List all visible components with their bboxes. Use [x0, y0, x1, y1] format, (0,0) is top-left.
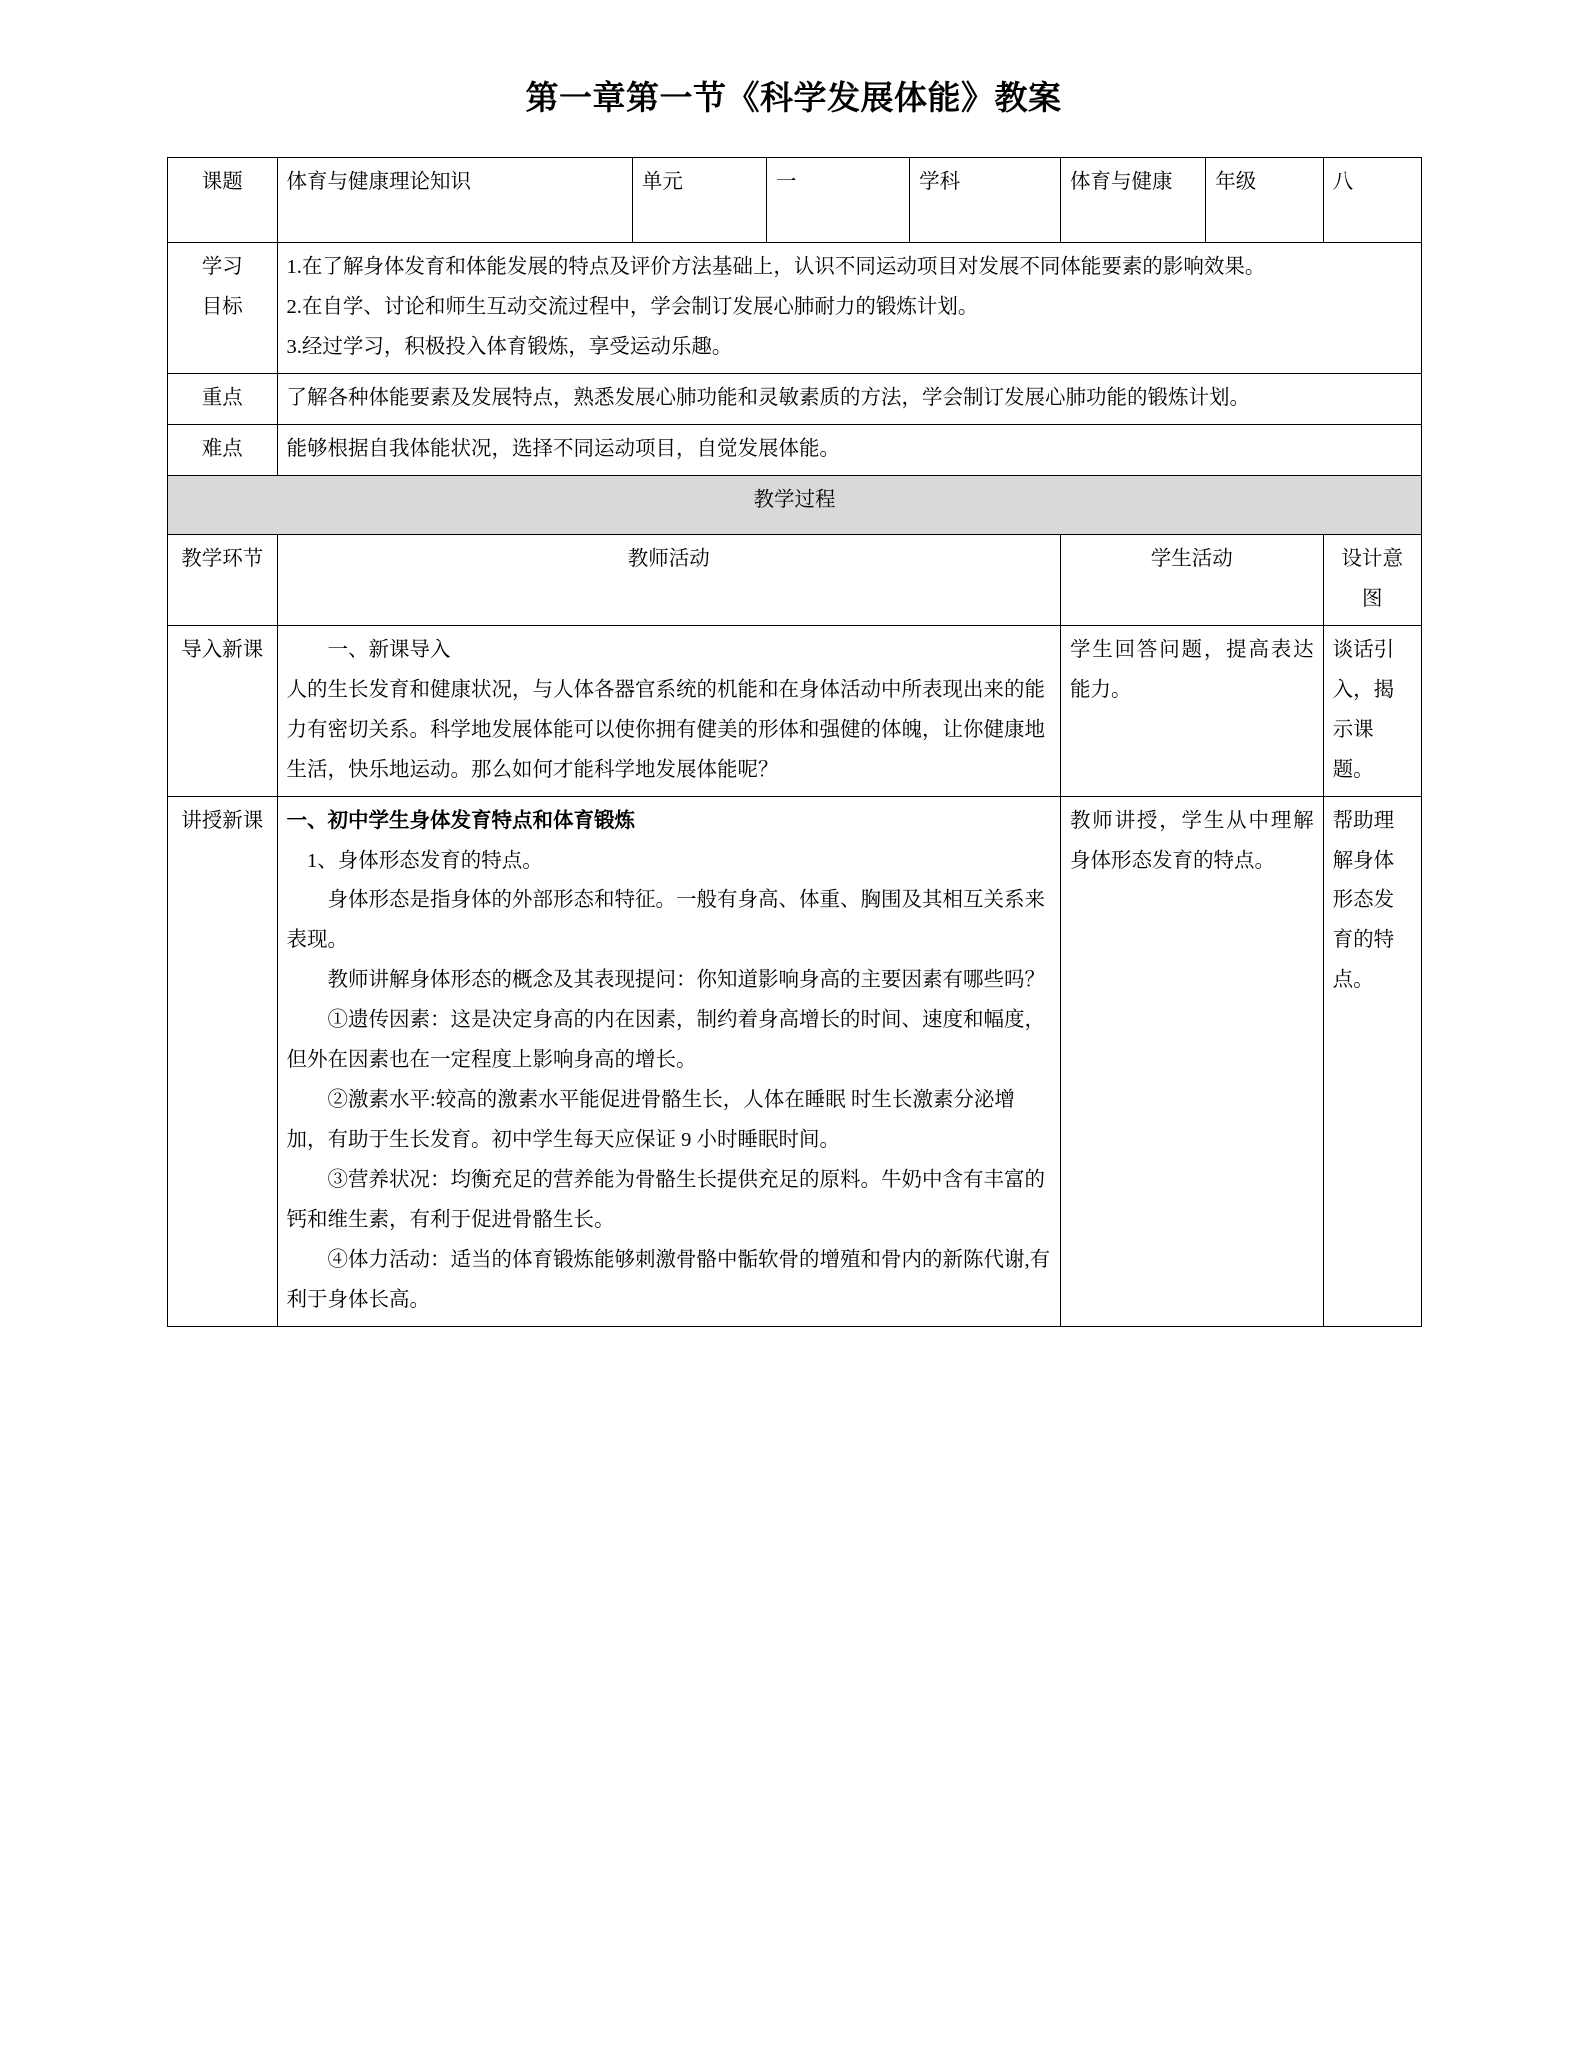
difficult-point-content: [277, 424, 1421, 475]
teacher-paragraph: ②激素水平:较高的激素水平能促进骨骼生长，人体在睡眠 时生长激素分泌增加，有助于生长发育。初中学生每天应保证 9 小时睡眠时间。: [286, 1089, 1015, 1152]
unit-value: 一: [767, 157, 910, 242]
design-intent-text: 帮助理解身体形态发育的特点。: [1332, 809, 1395, 992]
unit-label: 单元: [632, 157, 766, 242]
objective-item: 1.在了解身体发育和体能发展的特点及评价方法基础上，认识不同运动项目对发展不同体能要素的影响效果。: [286, 255, 1266, 278]
key-point-text: 了解各种体能要素及发展特点，熟悉发展心肺功能和灵敏素质的方法，学会制订发展心肺功能的锻炼计划。: [286, 386, 1251, 409]
objectives-label-line2: 目标: [201, 295, 243, 318]
table-row-objectives: [168, 242, 1422, 373]
key-point-content: [277, 373, 1421, 424]
objectives-label-line1: 学习: [201, 255, 243, 278]
difficult-point-text: 能够根据自我体能状况，选择不同运动项目，自觉发展体能。: [286, 437, 841, 460]
key-point-label: 重点: [168, 373, 278, 424]
teacher-paragraph: ④体力活动：适当的体育锻炼能够刺激骨骼中骺软骨的增殖和骨内的新陈代谢,有利于身体长高。: [286, 1249, 1051, 1312]
objectives-content: [277, 242, 1421, 373]
teacher-heading-intro: 一、新课导入: [327, 638, 451, 661]
lesson-plan-table: [167, 157, 1422, 1327]
objective-item: 3.经过学习，积极投入体育锻炼，享受运动乐趣。: [286, 335, 733, 358]
subject-label: 学科: [910, 157, 1061, 242]
table-row-process-banner: [168, 475, 1422, 534]
subject-value: 体育与健康: [1060, 157, 1205, 242]
design-intent-text: 谈话引入，揭示课题。: [1332, 638, 1395, 781]
teacher-activity-intro: [277, 625, 1060, 796]
student-activity-intro: [1060, 625, 1323, 796]
objective-item: 2.在自学、讨论和师生互动交流过程中，学会制订发展心肺耐力的锻炼计划。: [286, 295, 979, 318]
topic-value: 体育与健康理论知识: [277, 157, 632, 242]
student-activity-teach: [1060, 796, 1323, 1327]
table-row-info: [168, 157, 1422, 242]
table-row-key-point: [168, 373, 1422, 424]
teacher-heading-teach: 一、初中学生身体发育特点和体育锻炼: [286, 809, 636, 832]
page-title: 第一章第一节《科学发展体能》教案: [525, 81, 1062, 117]
grade-label: 年级: [1206, 157, 1323, 242]
student-activity-text: 学生回答问题，提高表达能力。: [1069, 638, 1314, 701]
teacher-activity-teach: [277, 796, 1060, 1327]
column-header-teacher: 教师活动: [277, 534, 1060, 625]
column-header-intent: 设计意图: [1323, 534, 1421, 625]
stage-name-teach: 讲授新课: [168, 796, 278, 1327]
column-header-stage: 教学环节: [168, 534, 278, 625]
table-row-difficult-point: [168, 424, 1422, 475]
topic-label: 课题: [168, 157, 278, 242]
table-row-process-headers: [168, 534, 1422, 625]
teacher-paragraph: 人的生长发育和健康状况，与人体各器官系统的机能和在身体活动中所表现出来的能力有密切关系。科学地发展体能可以使你拥有健美的形体和强健的体魄，让你健康地生活，快乐地运动。那么如何才能科学地发展体能呢？: [286, 678, 1046, 781]
stage-name-intro: 导入新课: [168, 625, 278, 796]
student-activity-text: 教师讲授，学生从中理解身体形态发育的特点。: [1069, 809, 1314, 872]
design-intent-intro: [1323, 625, 1421, 796]
objectives-label: [168, 242, 278, 373]
grade-value: 八: [1323, 157, 1421, 242]
difficult-point-label: 难点: [168, 424, 278, 475]
table-row-process-intro: [168, 625, 1422, 796]
design-intent-teach: [1323, 796, 1421, 1327]
teacher-paragraph: ①遗传因素：这是决定身高的内在因素，制约着身高增长的时间、速度和幅度，但外在因素也在一定程度上影响身高的增长。: [286, 1009, 1046, 1072]
column-header-student: 学生活动: [1060, 534, 1323, 625]
table-row-process-teach: [168, 796, 1422, 1327]
process-banner: 教学过程: [168, 475, 1422, 534]
teacher-paragraph: 1、身体形态发育的特点。: [307, 849, 543, 872]
teacher-paragraph: 教师讲解身体形态的概念及其表现提问：你知道影响身高的主要因素有哪些吗？: [327, 969, 1046, 992]
teacher-paragraph: ③营养状况：均衡充足的营养能为骨骼生长提供充足的原料。牛奶中含有丰富的钙和维生素，有利于促进骨骼生长。: [286, 1169, 1046, 1232]
teacher-paragraph: 身体形态是指身体的外部形态和特征。一般有身高、体重、胸围及其相互关系来表现。: [286, 889, 1046, 952]
